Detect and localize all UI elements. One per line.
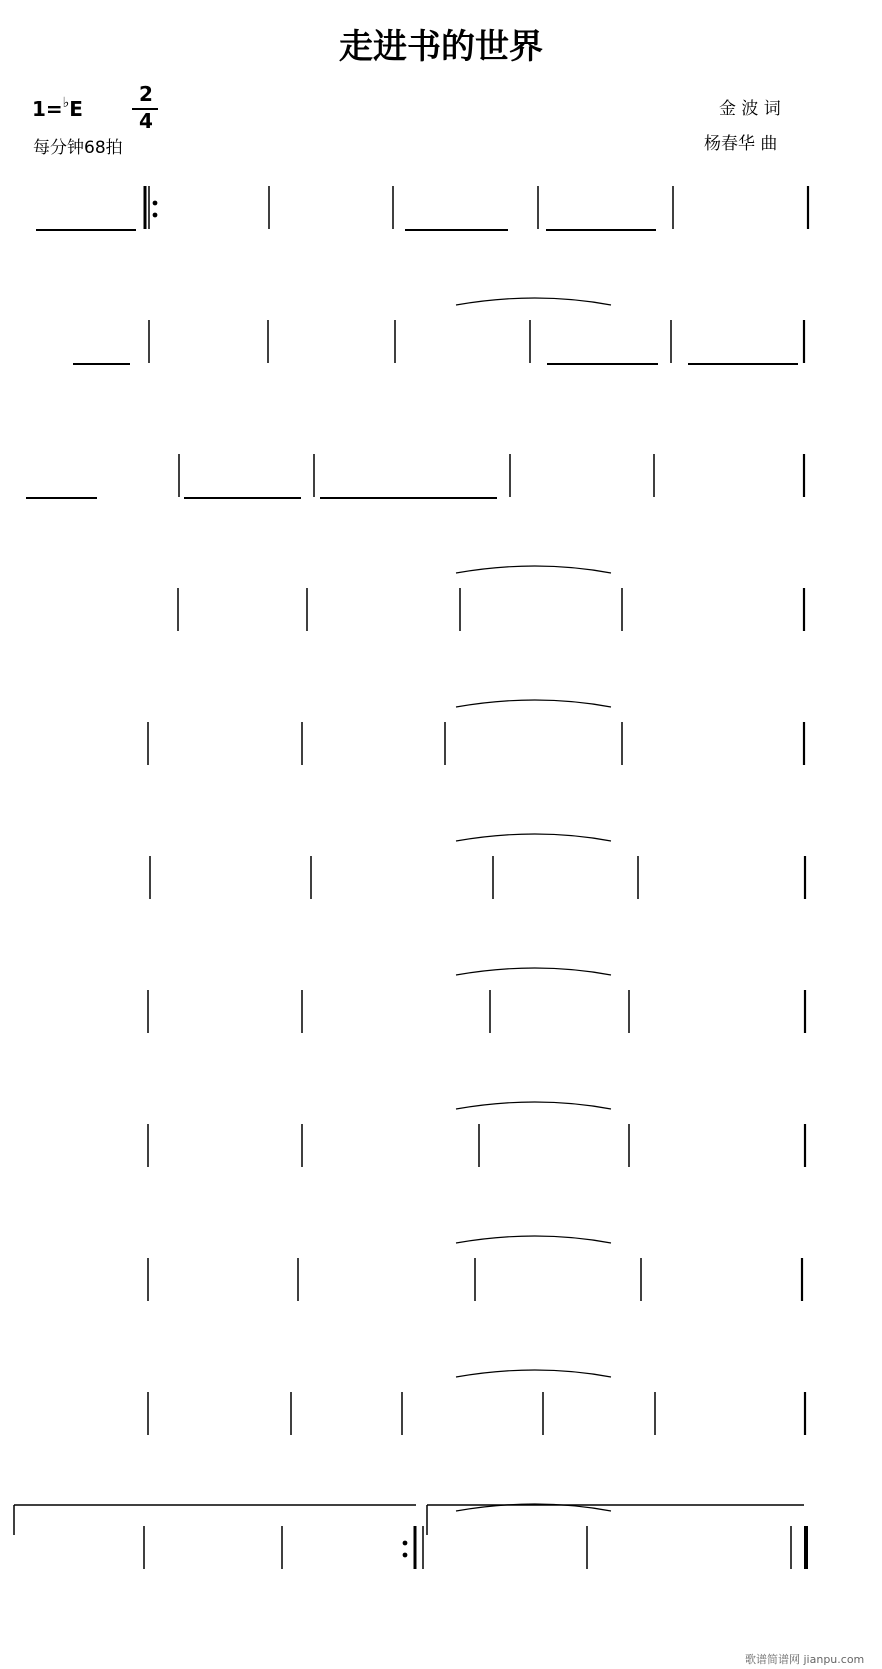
slur [456,700,611,707]
time-top: 2 [139,82,153,106]
slur [456,566,611,573]
key-signature: 1=♭E [32,95,83,121]
song-title: 走进书的世界 [339,27,543,67]
time-bottom: 4 [139,109,153,133]
slur [456,834,611,841]
lyricist-credit: 金 波 词 [719,99,781,119]
repeat-dot [403,1541,408,1546]
watermark-text: 歌谱简谱网 jianpu.com [745,1653,865,1666]
repeat-dot [153,201,158,206]
slur [456,1370,611,1377]
music-rows [14,186,808,1569]
slur [456,968,611,975]
slur [456,298,611,305]
slur [456,1102,611,1109]
repeat-dot [403,1553,408,1558]
tempo-text: 每分钟68拍 [33,138,123,158]
repeat-dot [153,213,158,218]
composer-credit: 杨春华 曲 [704,134,778,154]
slur [456,1236,611,1243]
